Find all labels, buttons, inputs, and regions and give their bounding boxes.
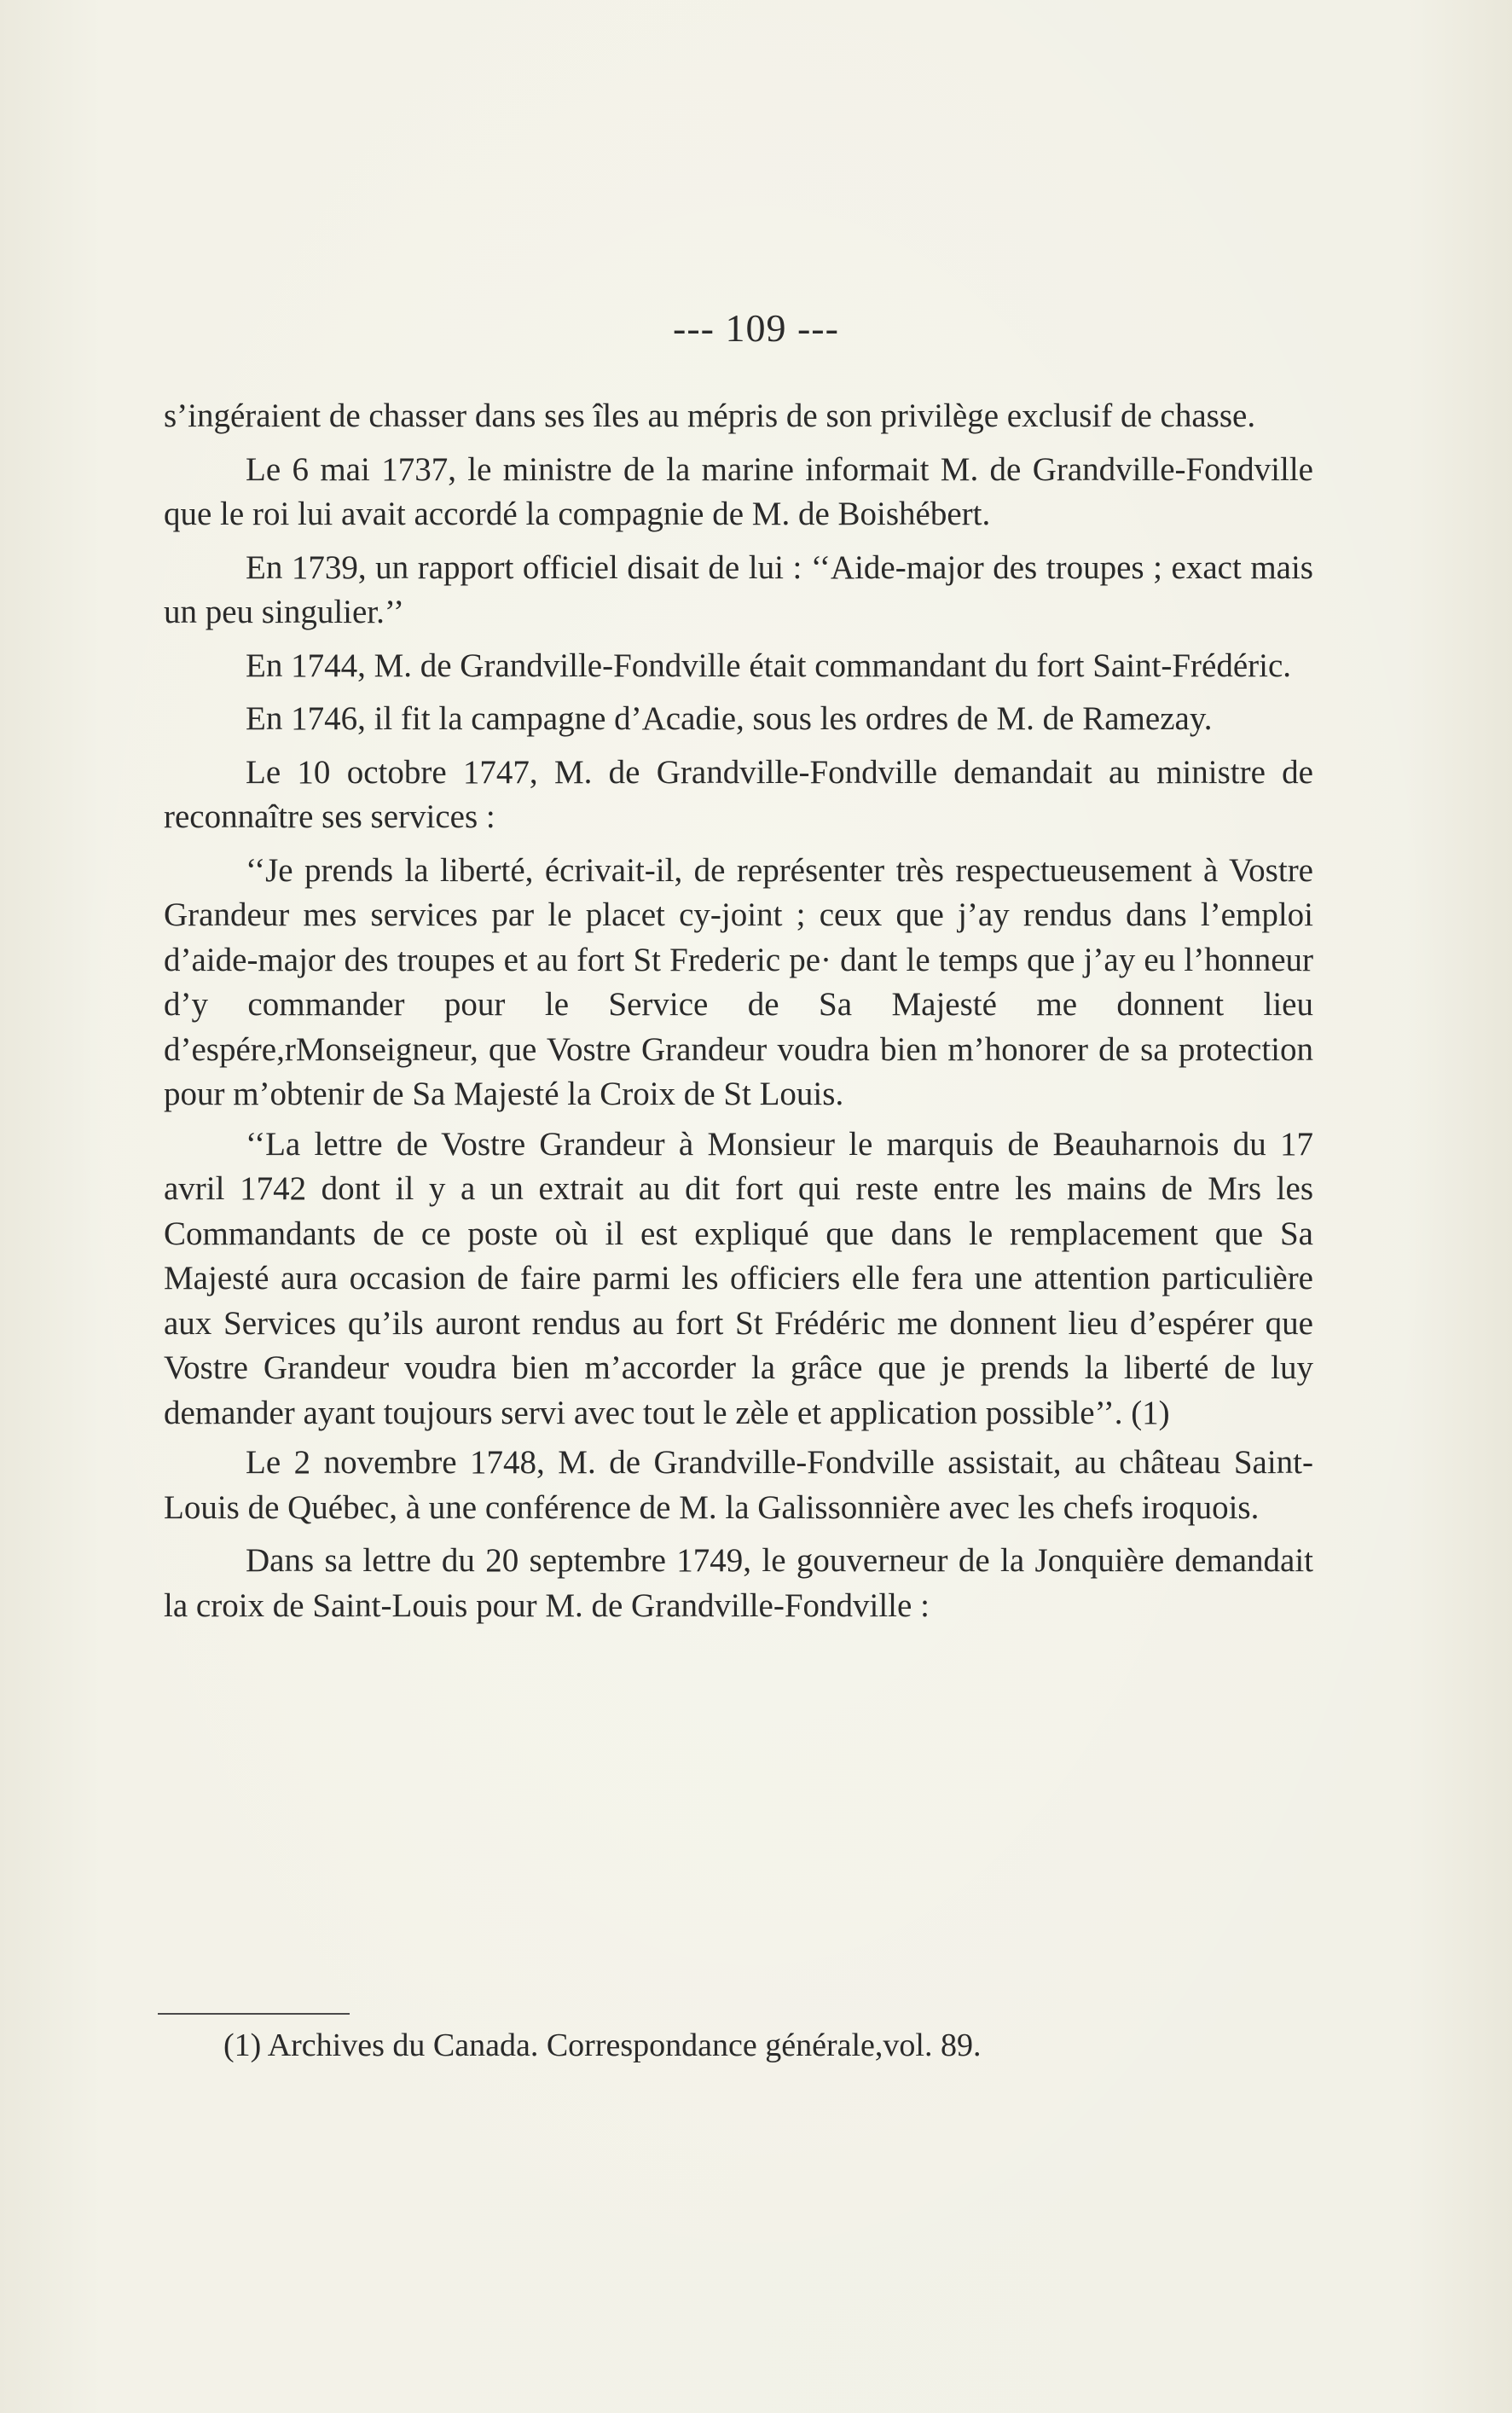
body-text bbox=[164, 394, 1313, 1637]
footnote: (1) Archives du Canada. Correspondance générale,vol. 89. bbox=[223, 2027, 982, 2063]
paragraph: En 1739, un rapport officiel disait de lui : ‘‘Aide-major des troupes ; exact mais un peu singulier.’’ bbox=[164, 548, 1313, 630]
paragraph: En 1746, il fit la campagne d’Acadie, sous les ordres de M. de Ramezay. bbox=[246, 700, 1213, 737]
paragraph: Dans sa lettre du 20 septembre 1749, le gouverneur de la Jonquière demandait la croix de Saint-Louis pour M. de Grandville-Fondville : bbox=[164, 1542, 1313, 1624]
paragraph: Le 2 novembre 1748, M. de Grandville-Fondville assistait, au château Saint-Louis de Québec, à une conférence de M. la Galissonnière avec les chefs iroquois. bbox=[164, 1444, 1313, 1526]
footnote-divider bbox=[158, 2013, 350, 2015]
paragraph: s’ingéraient de chasser dans ses îles au mépris de son privilège exclusif de chasse. bbox=[164, 397, 1256, 434]
paragraph: En 1744, M. de Grandville-Fondville était commandant du fort Saint-Frédéric. bbox=[246, 647, 1292, 684]
quoted-paragraph: ‘‘La lettre de Vostre Grandeur à Monsieur le marquis de Beauharnois du 17 avril 1742 dont il y a un extrait au dit fort qui reste entre les mains de Mrs les Commandants de ce poste où il est expliqué que dans le remplacement que Sa Majesté aura occasion de faire parmi les officiers elle fera une attention particulière aux Services qu’ils auront rendus au fort St Frédéric me donnent lieu d’espérer que Vostre Grandeur voudra bien m’accorder la grâce que je prends la liberté de luy demander ayant toujours servi avec tout le zèle et application possible’’. (1) bbox=[164, 1125, 1313, 1431]
paragraph: Le 10 octobre 1747, M. de Grandville-Fondville demandait au ministre de reconnaître ses services : bbox=[164, 753, 1313, 835]
page-number: --- 109 --- bbox=[673, 306, 839, 350]
paragraph: Le 6 mai 1737, le ministre de la marine informait M. de Grandville-Fondville que le roi lui avait accordé la compagnie de M. de Boishébert. bbox=[164, 450, 1313, 532]
quoted-paragraph: ‘‘Je prends la liberté, écrivait-il, de représenter très respectueusement à Vostre Grandeur mes services par le placet cy-joint ; ceux que j’ay rendus dans l’emploi d’aide-major des troupes et au fort St Frederic pe· dant le temps que j’ay eu l’honneur d’y commander pour le Service de Sa Majesté me donnent lieu d’espére,rMonseigneur, que Vostre Grandeur voudra bien m’honorer de sa protection pour m’obtenir de Sa Majesté la Croix de St Louis. bbox=[164, 851, 1313, 1112]
